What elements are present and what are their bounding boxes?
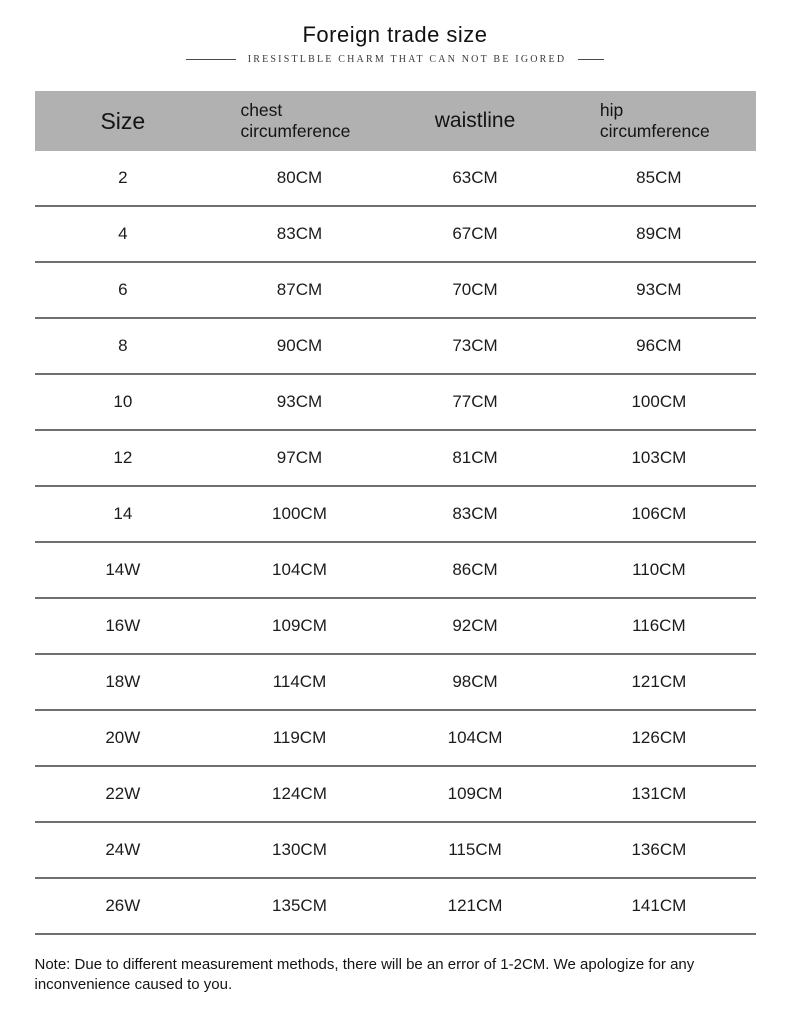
size-cell: 16W: [105, 616, 141, 635]
hip-cell: 85CM: [636, 168, 682, 187]
chest-cell: 124CM: [272, 784, 327, 803]
table-header-row: [35, 91, 756, 151]
size-chart-page: [0, 22, 790, 1014]
chest-cell: 80CM: [276, 168, 323, 187]
chest-cell: 135CM: [272, 896, 327, 915]
header-chest-label: chest circumference: [240, 100, 351, 141]
table-row: [35, 375, 756, 431]
waist-cell: 104CM: [447, 728, 503, 747]
chest-cell: 83CM: [276, 224, 323, 243]
note-text: Note: Due to different measurement methods, there will be an error of 1-2CM. We apologize for any inconvenience caused to you.: [34, 956, 695, 994]
hip-cell: 121CM: [631, 672, 687, 691]
waist-cell: 77CM: [452, 392, 498, 411]
table-row: [35, 767, 756, 823]
hip-cell: 126CM: [631, 728, 687, 747]
chest-cell: 93CM: [276, 392, 323, 411]
waist-cell: 86CM: [452, 560, 498, 579]
header-hip-label: hip circumference: [599, 100, 710, 141]
size-cell: 8: [118, 336, 128, 355]
size-cell: 6: [118, 280, 128, 299]
hip-cell: 100CM: [631, 392, 687, 411]
waist-cell: 92CM: [452, 616, 498, 635]
waist-cell: 70CM: [452, 280, 498, 299]
chest-cell: 119CM: [272, 728, 327, 747]
hip-cell: 103CM: [631, 448, 687, 467]
hip-cell: 131CM: [631, 784, 687, 803]
subtitle-text: IRESISTLBLE CHARM THAT CAN NOT BE IGORED: [247, 54, 567, 65]
hip-cell: 89CM: [636, 224, 682, 243]
waist-cell: 73CM: [452, 336, 498, 355]
right-dash-divider: [578, 59, 604, 60]
waist-cell: 109CM: [447, 784, 503, 803]
header-hip-circumference: [562, 100, 755, 142]
size-cell: 4: [118, 224, 128, 243]
size-cell: 24W: [105, 840, 141, 859]
hip-cell: 141CM: [631, 896, 687, 915]
table-row: [35, 487, 756, 543]
subtitle: [0, 54, 790, 65]
table-row: [35, 543, 756, 599]
header-chest-circumference: [211, 100, 388, 142]
table-row: [35, 151, 756, 207]
page-title: Foreign trade size: [302, 22, 488, 47]
waist-cell: 98CM: [452, 672, 498, 691]
size-cell: 20W: [105, 728, 141, 747]
chest-cell: 104CM: [272, 560, 327, 579]
chest-cell: 97CM: [276, 448, 323, 467]
waist-cell: 67CM: [452, 224, 498, 243]
waist-cell: 83CM: [452, 504, 498, 523]
hip-cell: 96CM: [636, 336, 682, 355]
size-cell: 22W: [105, 784, 141, 803]
chest-cell: 109CM: [272, 616, 327, 635]
hip-cell: 116CM: [632, 616, 686, 635]
header-size-label: Size: [100, 107, 146, 134]
chest-cell: 114CM: [272, 672, 327, 691]
table-row: [35, 431, 756, 487]
table-row: [35, 879, 756, 935]
table-row: [35, 263, 756, 319]
table-row: [35, 207, 756, 263]
header-waistline: [388, 109, 562, 133]
size-cell: 12: [113, 448, 133, 467]
size-cell: 18W: [105, 672, 141, 691]
chest-cell: 87CM: [276, 280, 323, 299]
chest-cell: 130CM: [272, 840, 327, 859]
chest-cell: 100CM: [272, 504, 327, 523]
table-row: [35, 655, 756, 711]
hip-cell: 110CM: [632, 560, 686, 579]
table-row: [35, 823, 756, 879]
hip-cell: 93CM: [636, 280, 682, 299]
waist-cell: 121CM: [447, 896, 503, 915]
chest-cell: 90CM: [276, 336, 323, 355]
table-row: [35, 319, 756, 375]
size-cell: 2: [118, 168, 128, 187]
waist-cell: 115CM: [448, 840, 502, 859]
left-dash-divider: [186, 59, 236, 60]
header-size: [35, 108, 212, 135]
hip-cell: 136CM: [631, 840, 687, 859]
size-cell: 14: [113, 504, 133, 523]
waist-cell: 63CM: [452, 168, 498, 187]
size-table: [35, 91, 756, 935]
size-cell: 14W: [105, 560, 141, 579]
table-row: [35, 599, 756, 655]
table-row: [35, 711, 756, 767]
size-cell: 10: [113, 392, 133, 411]
waist-cell: 81CM: [452, 448, 498, 467]
header-waistline-label: waistline: [434, 109, 516, 132]
size-cell: 26W: [105, 896, 141, 915]
hip-cell: 106CM: [631, 504, 687, 523]
